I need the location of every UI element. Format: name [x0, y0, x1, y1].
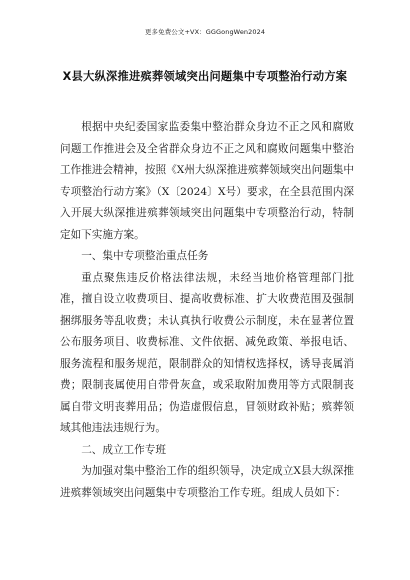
- document-body: [60, 117, 354, 504]
- section-heading-tasks: 一、集中专项整治重点任务: [81, 250, 209, 262]
- paragraph-intro: 根据中央纪委国家监委集中整治群众身边不正之风和腐败问题工作推进会及全省群众身边不正之风和腐败问题集中整治工作推进会精神，按照《X州大纵深推进殡葬领域突出问题集中专项整治行动方案》（X〔2024〕X号）要求，在全县范围内深入开展大纵深推进殡葬领域突出问题集中专项整治行动，特制定如下实施方案。: [60, 121, 354, 241]
- paragraph-task-force: 为加强对集中整治工作的组织领导，决定成立X县大纵深推进殡葬领域突出问题集中专项整治工作专班。组成人员如下：: [60, 465, 354, 499]
- header-note: 更多免费公文+VX：GGGongWen2024: [144, 28, 266, 36]
- document-title: X县大纵深推进殡葬领域突出问题集中专项整治行动方案: [62, 70, 348, 83]
- section-heading-task-force: 二、成立工作专班: [81, 443, 166, 456]
- paragraph-tasks: 重点聚焦违反价格法律法规，未经当地价格管理部门批准，擅自设立收费项目、提高收费标准、扩大收费范围及强制捆绑服务等乱收费；未认真执行收费公示制度，未在显著位置公布服务项目、收费标准、文件依据、减免政策、举报电话、服务流程和服务规范，限制群众的知情权选择权，诱导丧属消费；限制丧属使用自带骨灰盒，或采取附加费用等方式限制丧属自带文明丧葬用品；伪造虚假信息，冒领财政补贴；殡葬领域其他违法违规行为。: [60, 271, 354, 434]
